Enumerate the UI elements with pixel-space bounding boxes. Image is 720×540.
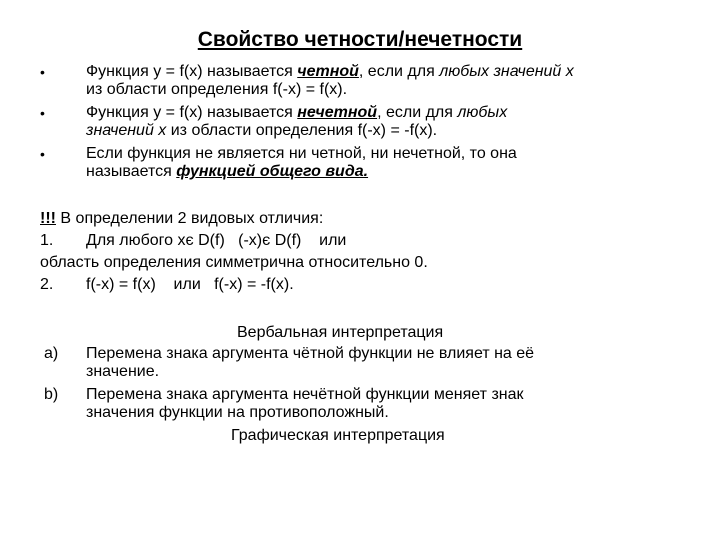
bullet-1-line-1 xyxy=(86,63,574,81)
definitions-intro xyxy=(40,210,323,228)
bullet-1-line-2: из области определения f(-x) = f(x). xyxy=(86,81,348,98)
slide-title: Свойство четности/нечетности xyxy=(197,28,523,51)
bullet-1-text-mid: , если для xyxy=(358,63,440,80)
bullet-2-text-pre: Функция у = f(x) называется xyxy=(86,104,298,121)
verbal-a-line-2: значение. xyxy=(86,363,160,380)
bullet-1-text-italic: любых значений х xyxy=(439,63,574,80)
verbal-b-line-2: значения функции на противоположный. xyxy=(86,404,389,421)
bullet-3-line-2 xyxy=(86,163,368,181)
definition-2-number: 2. xyxy=(40,276,54,293)
definitions-intro-text: В определении 2 видовых отличия: xyxy=(55,210,324,227)
verbal-b-line-1: Перемена знака аргумента нечётной функции меняет знак xyxy=(86,386,524,403)
definition-1-number: 1. xyxy=(40,232,54,249)
verbal-a-line-1: Перемена знака аргумента чётной функции не влияет на её xyxy=(86,345,535,362)
definitions-marker: !!! xyxy=(40,210,56,227)
bullet-2-text-italic: любых xyxy=(457,104,508,121)
bullet-1-marker: • xyxy=(40,64,45,80)
bullet-3-text-pre: называется xyxy=(86,163,177,180)
verbal-a-label: a) xyxy=(44,345,59,362)
graphic-heading: Графическая интерпретация xyxy=(231,427,445,444)
bullet-2-term-odd: нечетной xyxy=(297,104,378,121)
bullet-2-text-italic-2: значений х xyxy=(86,122,167,139)
bullet-2-line-1 xyxy=(86,104,507,122)
bullet-2-text-rest: из области определения f(-x) = -f(x). xyxy=(166,122,438,139)
bullet-3-term-general: функцией общего вида. xyxy=(176,163,369,180)
bullet-3-marker: • xyxy=(40,146,45,162)
bullet-1-term-even: четной xyxy=(297,63,359,80)
bullet-2-line-2 xyxy=(86,122,437,140)
verbal-heading: Вербальная интерпретация xyxy=(237,324,444,341)
bullet-1-text-pre: Функция у = f(x) называется xyxy=(86,63,298,80)
bullet-3-line-1: Если функция не является ни четной, ни нечетной, то она xyxy=(86,145,517,162)
verbal-b-label: b) xyxy=(44,386,59,403)
definition-1-text: Для любого хє D(f) (-х)є D(f) или xyxy=(86,232,347,249)
definition-2-text: f(-x) = f(x) или f(-x) = -f(x). xyxy=(86,276,294,293)
bullet-2-marker: • xyxy=(40,105,45,121)
bullet-2-text-mid: , если для xyxy=(377,104,458,121)
definition-1-continuation: область определения симметрична относительно 0. xyxy=(40,254,428,271)
